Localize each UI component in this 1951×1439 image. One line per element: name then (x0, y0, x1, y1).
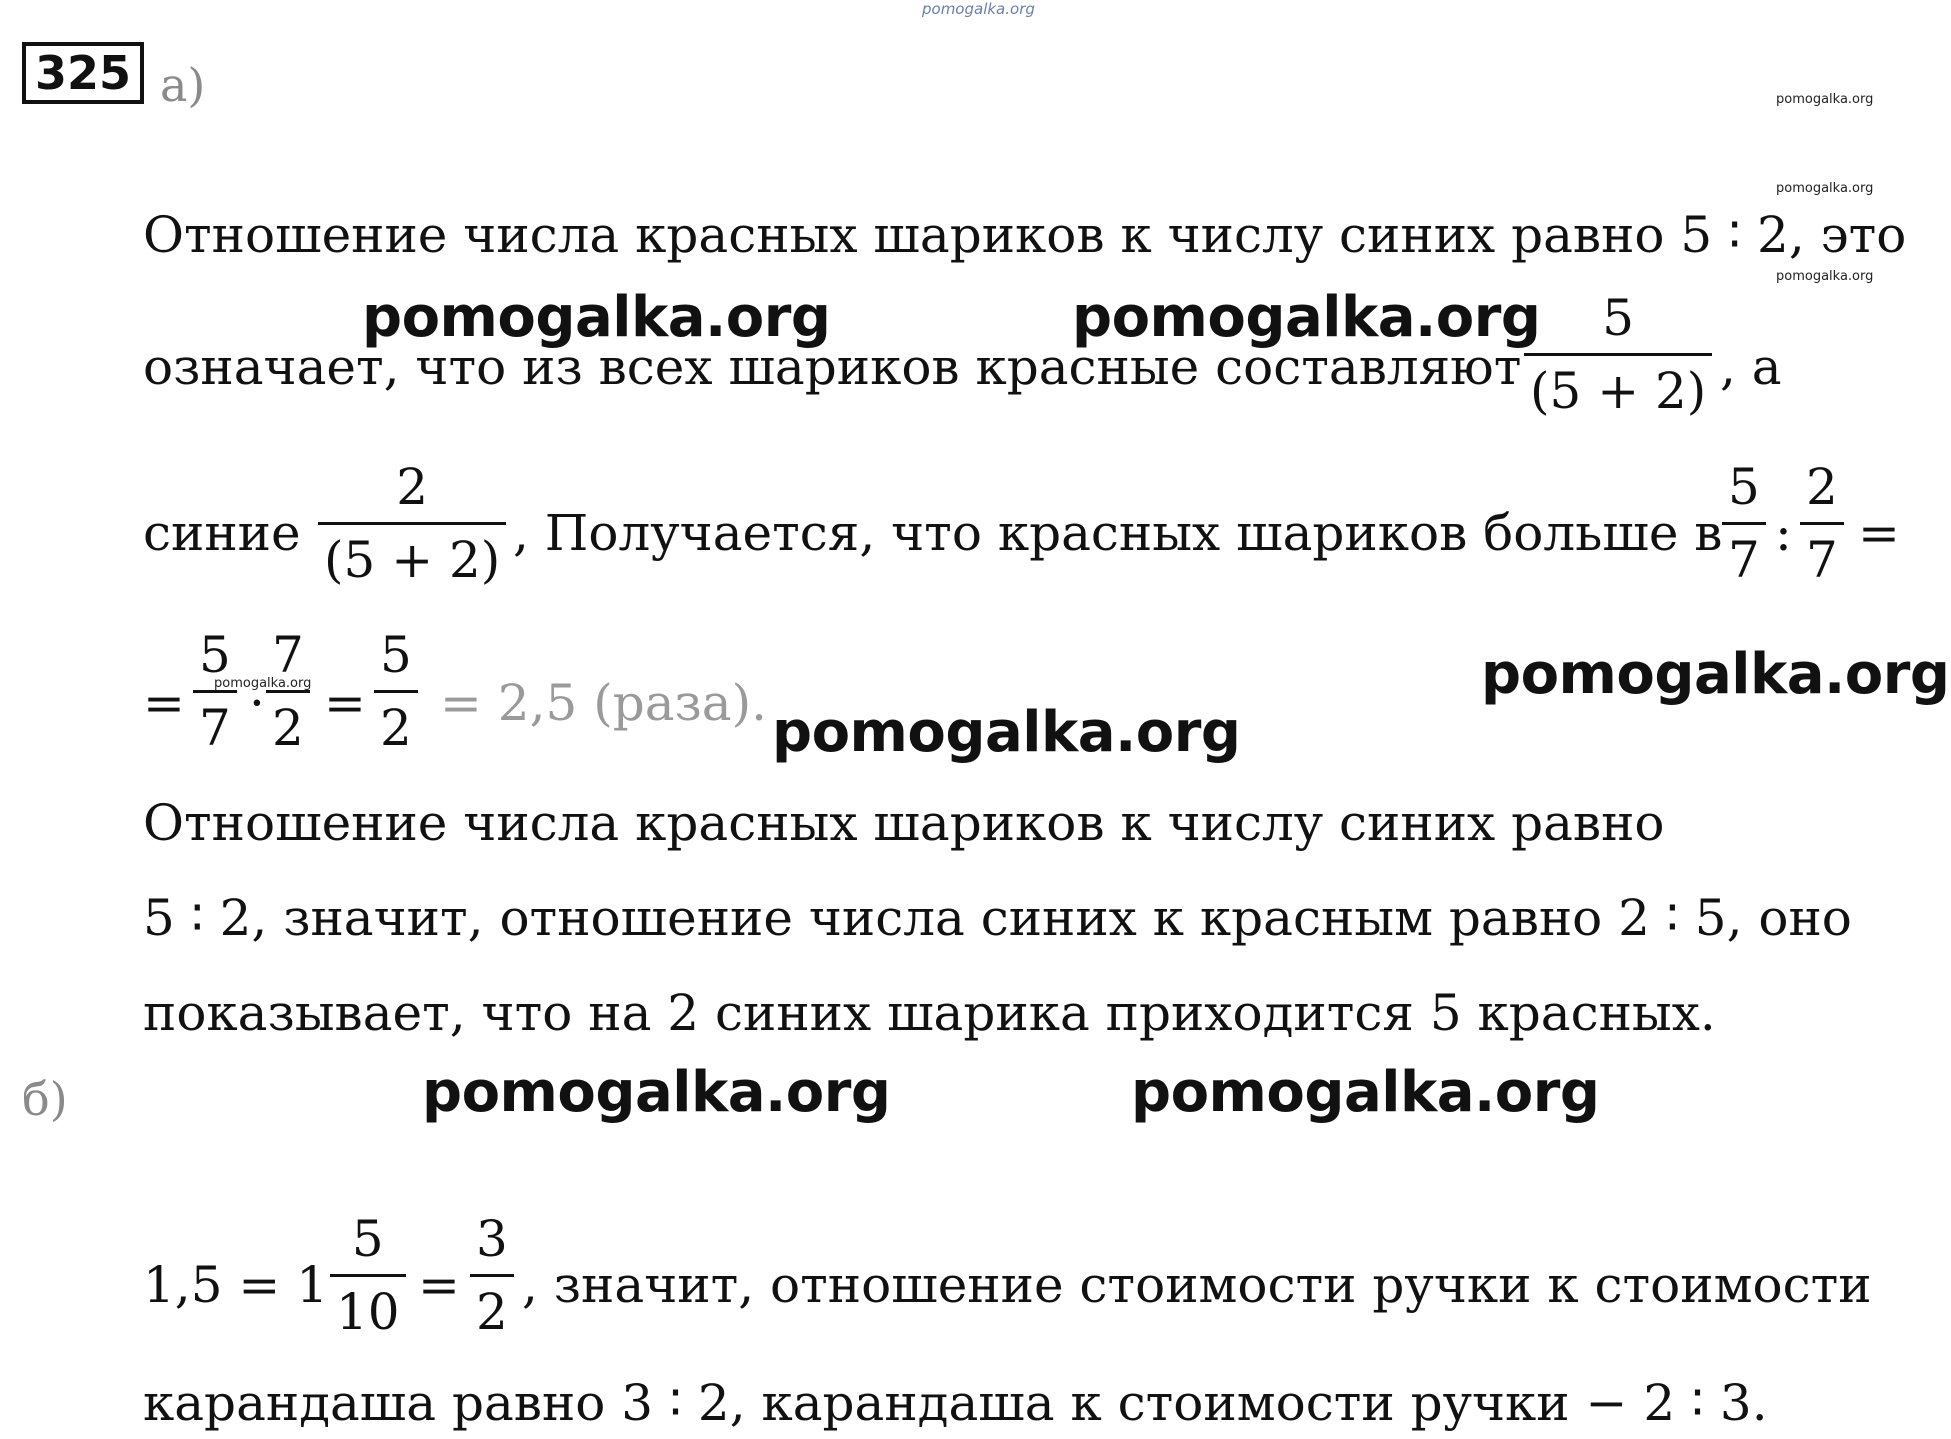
part-b-line-2: карандаша равно 3 ∶ 2, карандаша к стоимости ручки − 2 ∶ 3. (143, 1374, 1768, 1432)
equals-sign: = (1858, 504, 1900, 562)
fraction-denominator: (5 + 2) (318, 522, 506, 585)
watermark-small-1: pomogalka.org (1776, 92, 1874, 107)
part-a-line-2-tail: , а (1720, 338, 1782, 396)
fraction-denominator: 10 (330, 1274, 406, 1337)
part-b-line-1-start: 1,5 = 1 (143, 1256, 329, 1314)
watermark-small-2: pomogalka.org (1776, 181, 1874, 196)
part-a-line-3-mid: , Получается, что красных шариков больше в (513, 504, 1723, 562)
fraction-3-over-2 (470, 1210, 514, 1341)
fraction-numerator: 2 (1806, 458, 1838, 516)
fraction-denominator: 2 (266, 690, 310, 753)
fraction-denominator: 7 (1722, 522, 1766, 585)
line-4-equals-2: = (324, 674, 366, 732)
watermark-big-5: pomogalka.org (422, 1060, 891, 1125)
fraction-denominator: 7 (1800, 522, 1844, 585)
fraction-numerator: 5 (1602, 289, 1635, 347)
watermark-small-4: pomogalka.org (214, 676, 312, 691)
fraction-denominator: (5 + 2) (1524, 353, 1712, 416)
fraction-numerator: 5 (1728, 458, 1760, 516)
fraction-2-over-5-plus-2 (318, 458, 506, 589)
watermark-big-3: pomogalka.org (1481, 642, 1950, 707)
multiply-dot: · (249, 674, 265, 732)
part-a-line-7: показывает, что на 2 синих шарика приходится 5 красных. (143, 984, 1716, 1042)
fraction-denominator: 2 (470, 1274, 514, 1337)
watermark-big-1: pomogalka.org (362, 285, 831, 350)
part-a-line-1: Отношение числа красных шариков к числу синих равно 5 ∶ 2, это (143, 206, 1907, 264)
fraction-denominator: 2 (374, 690, 418, 753)
watermark-big-2: pomogalka.org (1072, 285, 1541, 350)
watermark-top: pomogalka.org (922, 0, 1035, 18)
fraction-5-over-7-b (193, 626, 237, 757)
fraction-numerator: 2 (396, 458, 429, 516)
part-b-line-1-tail: , значит, отношение стоимости ручки к стоимости (522, 1256, 1872, 1314)
colon-sign: : (1775, 504, 1792, 562)
part-a-line-3-start: синие (143, 504, 301, 562)
fraction-numerator: 5 (351, 1210, 384, 1268)
fraction-5-over-10 (330, 1210, 406, 1341)
fraction-numerator: 5 (199, 626, 231, 684)
part-a-line-6: 5 ∶ 2, значит, отношение числа синих к красным равно 2 ∶ 5, оно (143, 889, 1852, 947)
fraction-numerator: 7 (272, 626, 304, 684)
part-a-line-2: означает, что из всех шариков красные составляют (143, 338, 1522, 396)
fraction-2-over-7 (1800, 458, 1844, 589)
fraction-5-over-5-plus-2 (1524, 289, 1712, 420)
part-b-label: б) (22, 1072, 68, 1126)
fraction-7-over-2 (266, 626, 310, 757)
fraction-5-over-2 (374, 626, 418, 757)
problem-number: 325 (22, 42, 144, 104)
part-b-equals: = (418, 1256, 460, 1314)
part-a-line-4-tail: = 2,5 (раза). (440, 674, 768, 732)
line-4-equals: = (143, 674, 185, 732)
fraction-5-over-7 (1722, 458, 1766, 589)
fraction-denominator: 7 (193, 690, 237, 753)
fraction-numerator: 3 (476, 1210, 508, 1268)
watermark-small-3: pomogalka.org (1776, 269, 1874, 284)
part-a-line-5: Отношение числа красных шариков к числу синих равно (143, 794, 1665, 852)
part-a-label: а) (160, 58, 206, 112)
watermark-big-6: pomogalka.org (1131, 1060, 1600, 1125)
watermark-big-4: pomogalka.org (772, 700, 1241, 765)
fraction-numerator: 5 (380, 626, 412, 684)
